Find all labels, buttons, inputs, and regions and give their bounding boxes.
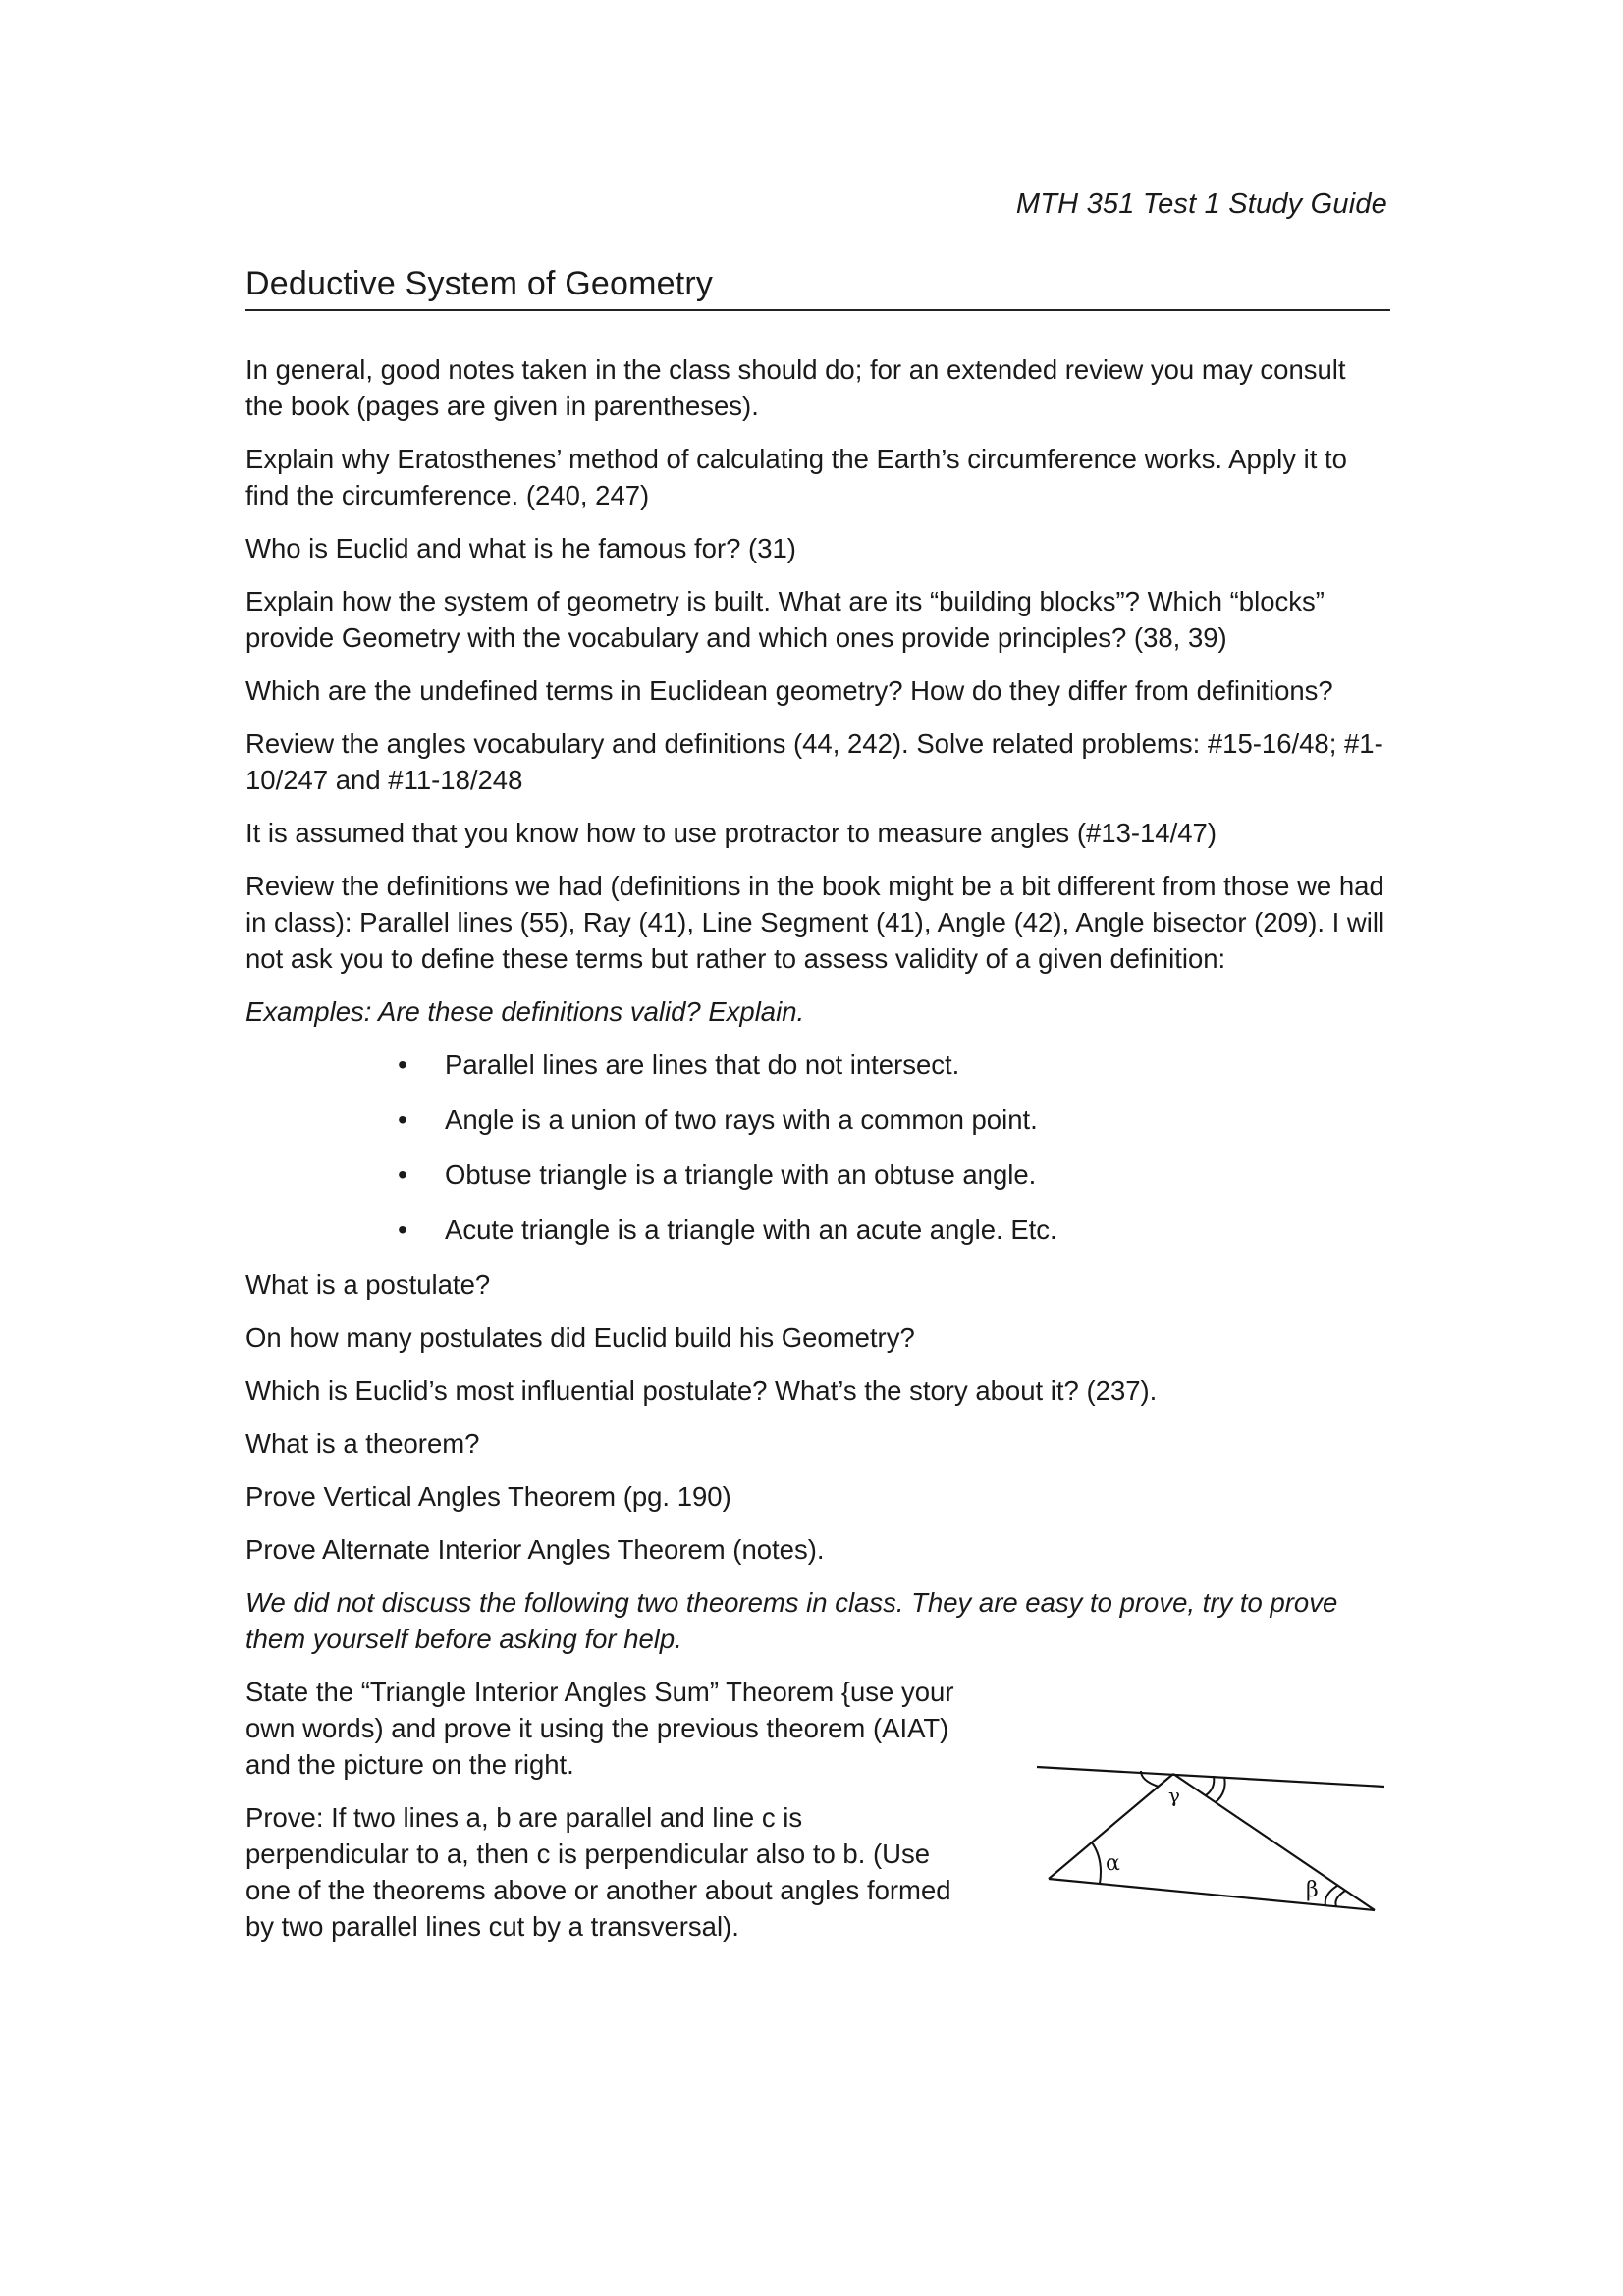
triangle-right-side bbox=[1173, 1774, 1375, 1910]
list-item bbox=[245, 1156, 1390, 1193]
question-influential-postulate: Which is Euclid’s most influential postulate? What’s the story about it? (237). bbox=[245, 1375, 1158, 1406]
list-item-text: Parallel lines are lines that do not intersect. bbox=[445, 1049, 960, 1080]
list-item-text: Angle is a union of two rays with a common point. bbox=[445, 1104, 1038, 1135]
paragraph-definitions: Review the definitions we had (definitions in the book might be a bit different from those we had in class): Parallel lines (55), Ray (41), Line Segment (41), Angle (42), Angle bisector (209). I will not ask you to define these terms but rather to assess validity of a given definition: bbox=[245, 871, 1385, 974]
task-perpendicular-proof: Prove: If two lines a, b are parallel and line c is perpendicular to a, then c is perpendicular also to b. (Use one of the theorems above or another about angles formed by two parallel lines cut by a transversal). bbox=[245, 1802, 951, 1942]
list-item bbox=[245, 1211, 1390, 1248]
task-triangle-sum: State the “Triangle Interior Angles Sum” Theorem {use your own words) and prove it using the previous theorem (AIAT) and the picture on the right. bbox=[245, 1677, 954, 1780]
bullet-icon: • bbox=[398, 1104, 407, 1135]
parallel-line bbox=[1037, 1767, 1384, 1787]
note-not-discussed: We did not discuss the following two theorems in class. They are easy to prove, try to prove them yourself before asking for help. bbox=[245, 1587, 1338, 1654]
triangle-figure bbox=[1021, 1747, 1394, 1944]
question-theorem: What is a theorem? bbox=[245, 1428, 480, 1459]
triangle-diagram bbox=[1021, 1747, 1394, 1944]
question-postulate: What is a postulate? bbox=[245, 1269, 491, 1300]
paragraph-angles-vocabulary: Review the angles vocabulary and definitions (44, 242). Solve related problems: #15-16/48; #1-10/247 and #11-18/248 bbox=[245, 728, 1383, 795]
course-header: MTH 351 Test 1 Study Guide bbox=[1015, 188, 1387, 220]
bullet-icon: • bbox=[398, 1214, 407, 1245]
beta-label: β bbox=[1306, 1878, 1319, 1902]
alpha-arc bbox=[1092, 1842, 1101, 1884]
list-item bbox=[245, 1101, 1390, 1138]
example-definitions-list bbox=[245, 1046, 1390, 1248]
question-postulate-count: On how many postulates did Euclid build his Geometry? bbox=[245, 1322, 915, 1353]
triangle-base bbox=[1049, 1879, 1375, 1910]
paragraph-protractor: It is assumed that you know how to use protractor to measure angles (#13-14/47) bbox=[245, 818, 1217, 848]
alpha-label: α bbox=[1106, 1851, 1120, 1876]
list-item bbox=[245, 1046, 1390, 1083]
question-vertical-angles: Prove Vertical Angles Theorem (pg. 190) bbox=[245, 1481, 731, 1512]
right-exterior-arc-outer bbox=[1216, 1777, 1225, 1802]
right-exterior-arc-inner bbox=[1206, 1776, 1214, 1795]
beta-arc-outer bbox=[1335, 1891, 1345, 1906]
study-guide-content bbox=[245, 351, 1390, 1961]
paragraph-intro: In general, good notes taken in the class should do; for an extended review you may consult the book (pages are given in parentheses). bbox=[245, 354, 1346, 421]
paragraph-building-blocks: Explain how the system of geometry is built. What are its “building blocks”? Which “blocks” provide Geometry with the vocabulary and which ones provide principles? (38, 39) bbox=[245, 586, 1325, 653]
gamma-label: γ bbox=[1168, 1784, 1180, 1807]
examples-label: Examples: Are these definitions valid? Explain. bbox=[245, 996, 805, 1027]
question-alternate-interior: Prove Alternate Interior Angles Theorem (notes). bbox=[245, 1534, 825, 1565]
bullet-icon: • bbox=[398, 1159, 407, 1190]
page-title: Deductive System of Geometry bbox=[245, 265, 1390, 311]
paragraph-eratosthenes: Explain why Eratosthenes’ method of calculating the Earth’s circumference works. Apply it to find the circumference. (240, 247) bbox=[245, 444, 1347, 510]
paragraph-euclid: Who is Euclid and what is he famous for? (31) bbox=[245, 533, 796, 563]
list-item-text: Obtuse triangle is a triangle with an obtuse angle. bbox=[445, 1159, 1037, 1190]
paragraph-undefined-terms: Which are the undefined terms in Euclidean geometry? How do they differ from definitions? bbox=[245, 675, 1333, 706]
bullet-icon: • bbox=[398, 1049, 407, 1080]
list-item-text: Acute triangle is a triangle with an acute angle. Etc. bbox=[445, 1214, 1057, 1245]
